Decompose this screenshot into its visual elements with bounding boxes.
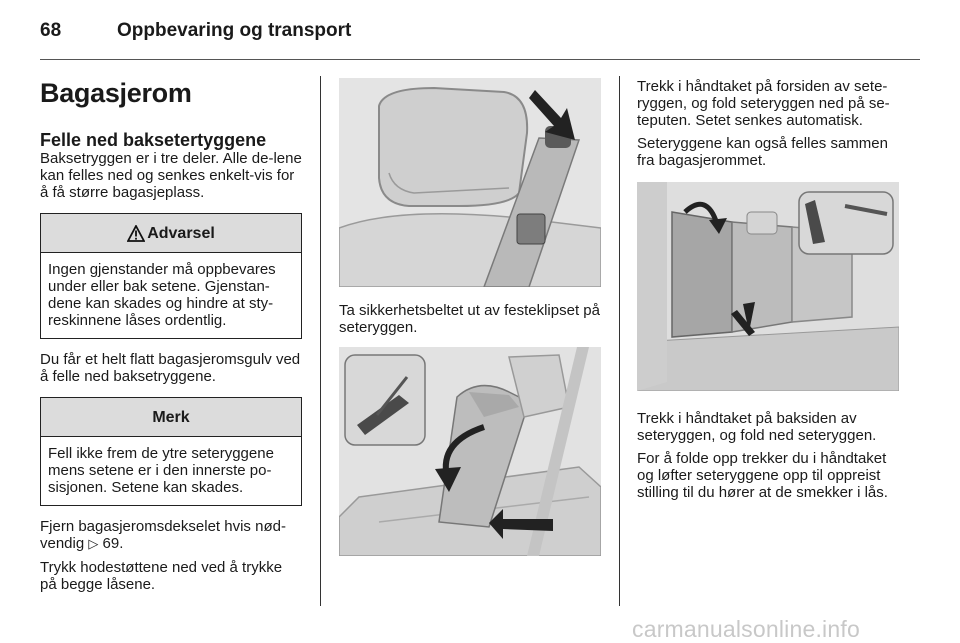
- page-header: [0, 0, 960, 60]
- note-text: Fell ikke frem de ytre seteryggene mens setene er i den innerste po-sisjonen. Setene kan skades.: [48, 445, 274, 496]
- left-column: [40, 78, 302, 599]
- column-divider-left: [320, 76, 321, 606]
- header-divider: [40, 59, 920, 60]
- fold-together-paragraph: Seteryggene kan også felles sammen fra bagasjerommet.: [637, 135, 888, 169]
- note-title: Merk: [152, 408, 190, 426]
- cover-paragraph: [40, 518, 302, 553]
- warning-box: [40, 213, 302, 339]
- chapter-title: Oppbevaring og transport: [117, 20, 352, 41]
- ref-arrow-icon: ▷: [88, 537, 99, 552]
- warning-icon: [127, 225, 145, 242]
- note-header: [41, 398, 301, 437]
- intro-paragraph: Baksetryggen er i tre deler. Alle de-lene kan felles ned og senkes enkelt-vis for å få større bagasjeplass.: [40, 150, 302, 201]
- figure-seatbelt-clip: [339, 78, 601, 287]
- warning-header: [41, 214, 301, 253]
- cover-text: Fjern bagasjeromsdekselet hvis nød-vendig: [40, 518, 286, 552]
- page-number: 68: [40, 20, 62, 41]
- right-column: [637, 78, 901, 175]
- raise-paragraph: For å folde opp trekker du i håndtaket og løfter seteryggene opp til oppreist stilling til du hører at de smekker i lås.: [637, 450, 888, 501]
- note-box: [40, 397, 302, 506]
- cover-page-ref[interactable]: 69.: [102, 535, 124, 552]
- middle-column-caption: [339, 302, 607, 342]
- handle-back-paragraph: Trekk i håndtaket på baksiden av seteryggen, og fold ned seteryggen.: [637, 410, 877, 444]
- section-title: Bagasjerom: [40, 78, 192, 108]
- subsection-title: Felle ned baksetertyggene: [40, 130, 267, 150]
- belt-caption: Ta sikkerhetsbeltet ut av festeklipset på seteryggen.: [339, 302, 600, 336]
- right-column-lower: [637, 410, 901, 507]
- headrest-paragraph: Trykk hodestøttene ned ved å trykke på begge låsene.: [40, 559, 283, 593]
- flat-floor-paragraph: Du får et helt flatt bagasjeromsgulv ved å felle ned baksetryggene.: [40, 351, 301, 385]
- figure-trunk-fold: [637, 182, 899, 391]
- warning-title: Advarsel: [147, 224, 215, 242]
- handle-front-paragraph: Trekk i håndtaket på forsiden av sete-ryggen, og fold seteryggen ned på se-teputen. Setet senkes automatisk.: [637, 78, 890, 129]
- watermark-text: carmanualsonline.info: [632, 616, 860, 642]
- figure-fold-seatback: [339, 347, 601, 556]
- column-divider-right: [619, 76, 620, 606]
- warning-text: Ingen gjenstander må oppbevares under eller bak setene. Gjenstan-dene kan skades og hindre at sty-reskinnene låses ordentlig.: [48, 261, 276, 329]
